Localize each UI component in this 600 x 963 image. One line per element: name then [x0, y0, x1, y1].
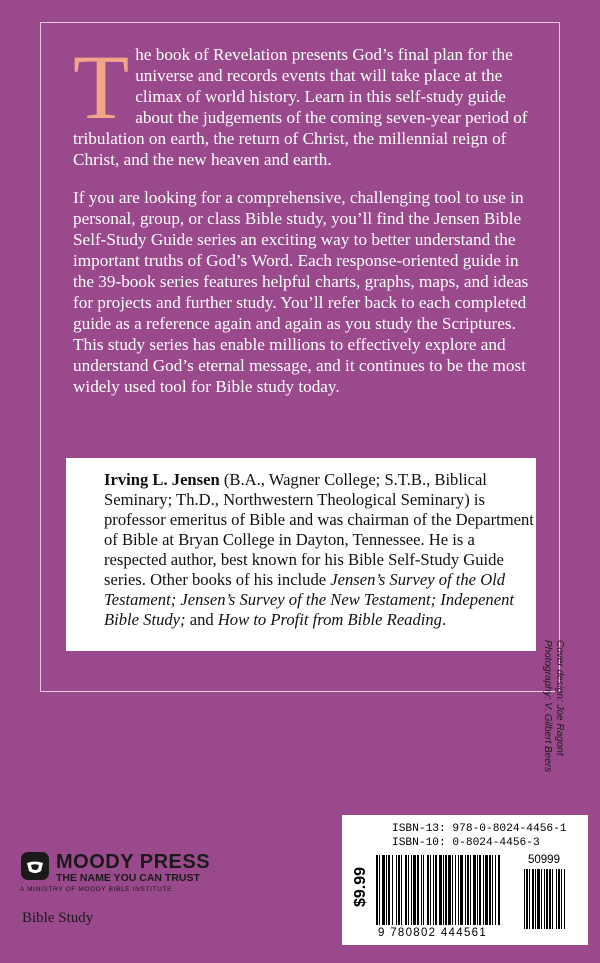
barcode-box: [342, 815, 588, 945]
addon-digits: 50999: [528, 854, 560, 866]
credit-photo: Photography: V. Gilbert Beers: [542, 640, 553, 773]
author-bio-box: [66, 458, 536, 651]
credit-design: Cover design: Joe Ragont: [554, 640, 565, 756]
price-label: $9.99: [352, 866, 369, 907]
back-cover-blurb: [73, 36, 533, 414]
category-label: Bible Study: [22, 910, 94, 926]
drop-cap: T: [73, 36, 130, 138]
book-title-last: How to Profit from Bible Reading: [217, 610, 442, 629]
moody-logo-icon: [20, 851, 50, 881]
publisher-tagline: THE NAME YOU CAN TRUST: [56, 872, 200, 884]
book-titles: Jensen’s Survey of the Old Testament; Jensen’s Survey of the New Testament; Indepenent Bible Study;: [104, 570, 515, 629]
publisher-ministry: A MINISTRY OF MOODY BIBLE INSTITUTE: [20, 886, 173, 893]
isbn10-label: ISBN-10: 0-8024-4456-3: [392, 837, 540, 849]
isbn13-label: ISBN-13: 978-0-8024-4456-1: [392, 823, 567, 835]
publisher-name: MOODY PRESS: [56, 851, 211, 873]
blurb-paragraph-2: If you are looking for a comprehensive, challenging tool to use in personal, group, or class Bible study, you’ll find the Jensen Bible Self-Study Guide series an exciting way to better understand the important truths of God’s Word. Each response-oriented guide in the 39-book series features helpful charts, graphs, maps, and ideas for projects and further study. You’ll refer back to each completed guide as a reference again and again as you study the Scriptures. This study series has enable millions to effectively explore and understand God’s eternal message, and it continues to be the most widely used tool for Bible study today.: [73, 188, 529, 396]
author-name: Irving L. Jensen: [104, 470, 220, 489]
ean-digits: 9 780802 444561: [378, 927, 488, 939]
bio-text-1: (B.A., Wagner College; S.T.B., Biblical Seminary; Th.D., Northwestern Theological Seminary) is professor emeritus of Bible and was chairman of the Department of Bible at Bryan College in Dayton, Tennessee. He is a respected author, best known for his Bible Self-Study Guide series. Other books of his include: [104, 470, 534, 589]
blurb-paragraph-1: [73, 36, 533, 170]
bio-text-3: .: [441, 610, 447, 629]
bio-text-2: and: [185, 610, 218, 629]
blurb-paragraph-1-text: he book of Revelation presents God’s final plan for the universe and records events that will take place at the climax of world history. Learn in this self-study guide about the judgements of the coming seven-year period of tribulation on earth, the return of Christ, the millennial reign of Christ, and the new heaven and earth.: [73, 45, 528, 169]
barcode-bars: [376, 855, 581, 929]
cover-credits: [541, 640, 565, 772]
